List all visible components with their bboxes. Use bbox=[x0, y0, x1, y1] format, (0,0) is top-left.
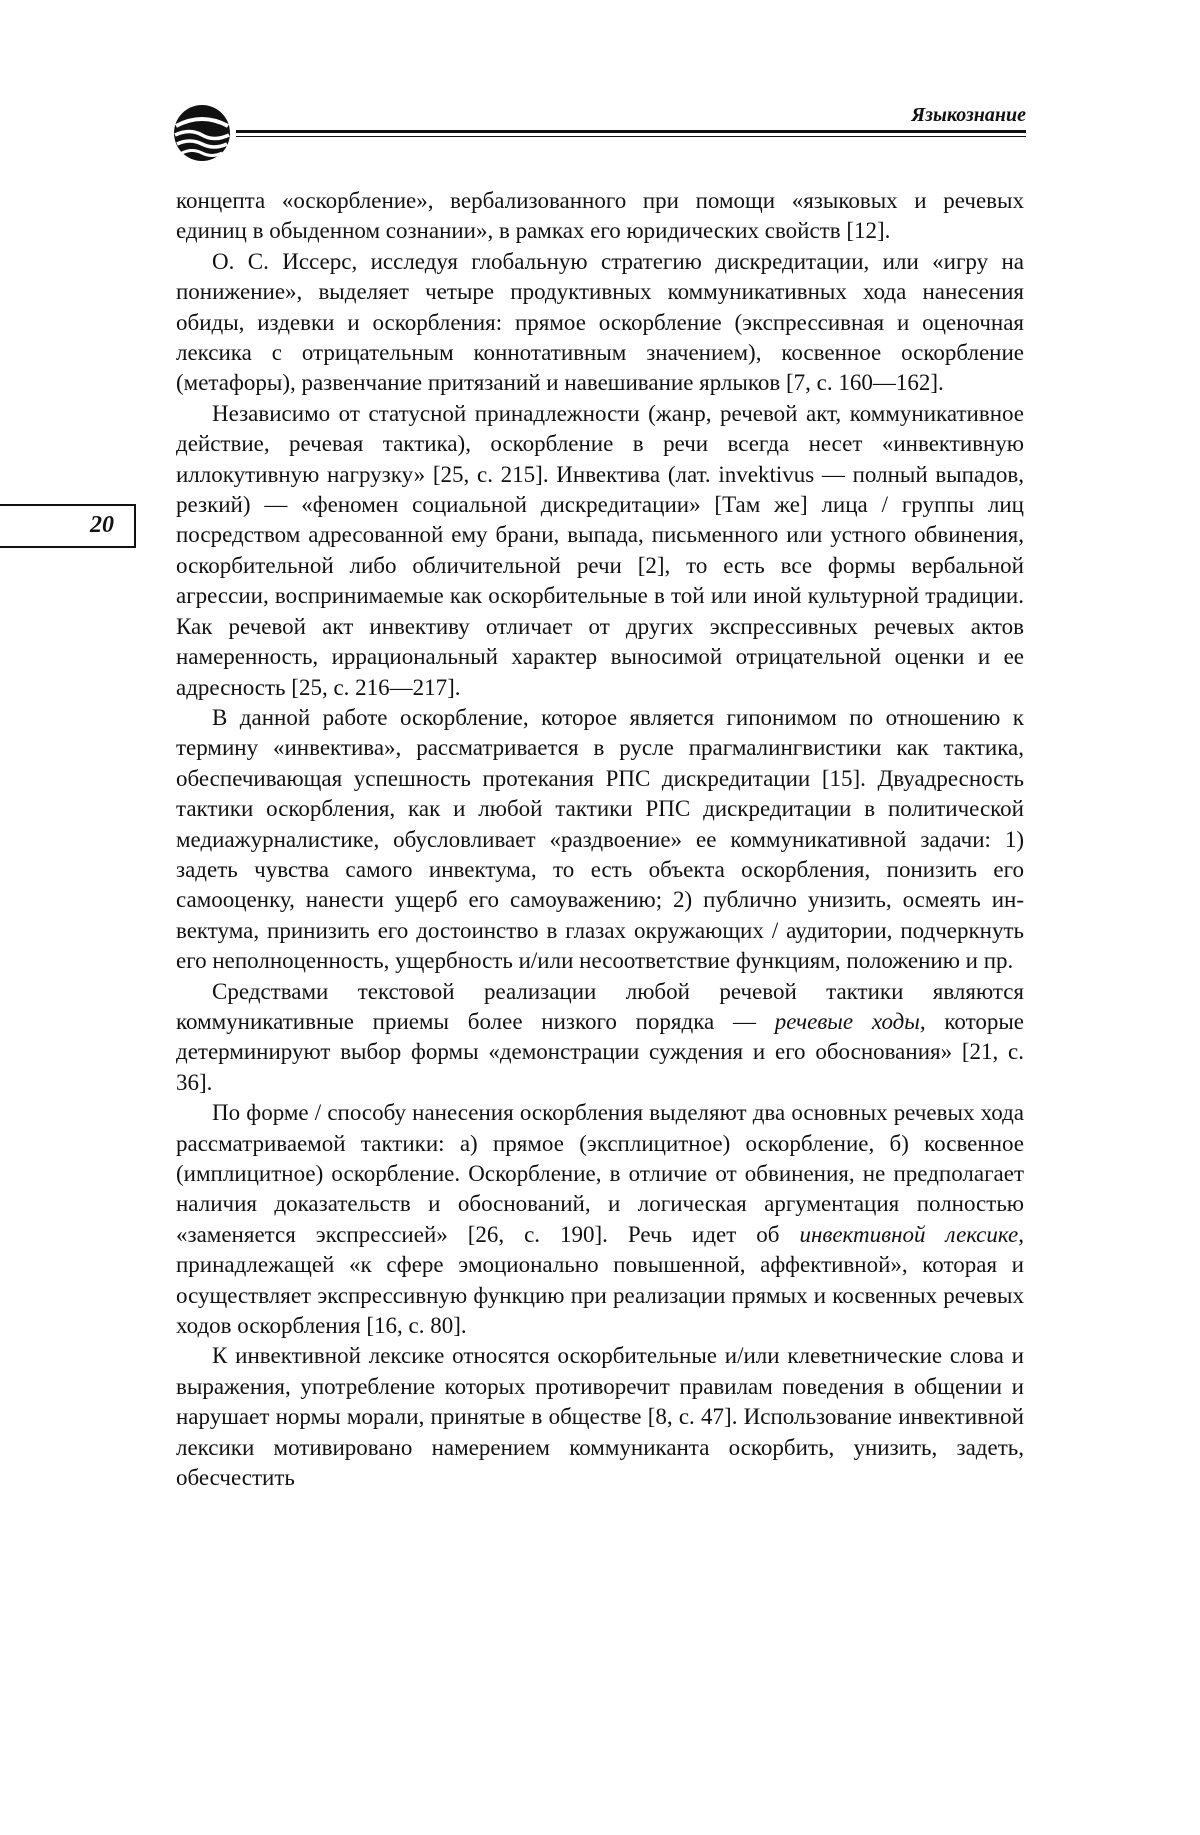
paragraph bbox=[176, 186, 1024, 247]
paragraph bbox=[176, 247, 1024, 399]
paragraph bbox=[176, 703, 1024, 977]
journal-logo-icon bbox=[172, 102, 232, 164]
header-rule bbox=[236, 130, 1026, 133]
paragraph-text: , принадлежащей «к сфере эмоционально повышенной, аффективной», которая и осуществляет экспрессивную функцию при реализации прямых и косвенных речевых ходов оскорбления [16, с. 80]. bbox=[176, 1221, 1025, 1339]
paragraph-text: Средствами текстовой реализации любой речевой тактики являются коммуникативные приемы более низкого порядка — bbox=[176, 978, 1024, 1034]
section-title: Языкознание bbox=[911, 104, 1026, 126]
header-rule-thin bbox=[236, 136, 1026, 137]
paragraph bbox=[176, 1098, 1024, 1341]
paragraph-text: К инвективной лексике относятся оскорбительные и/или клеветнические слова и выражения, употребление которых противоречит правилам поведения в общении и нарушает нормы морали, принятые в обществе [8, с. 47]. Использование инвективной лексики мотивировано намерением коммуниканта оскорбить, унизить, задеть, обесчестить bbox=[176, 1343, 1024, 1491]
italic-term: речевые ходы bbox=[774, 1008, 920, 1034]
paragraph-text: , которые детерминируют выбор формы «демонстрации суждения и его обоснования» [21, с. 36]. bbox=[176, 1008, 1024, 1095]
paragraph-text: В данной работе оскорбление, которое является гипонимом по отношению к термину «инвектива», рассматривается в русле прагмалингвистики как тактика, обеспечивающая успешность протекания РПС дискредитации [15]. Двуадресность тактики оскорбления, как и любой тактики РПС дискредитации в политической медиажурналистике, обусловливает «раздвоение» ее коммуникативной задачи: 1) задеть чувства самого инвектума, то есть объекта оскорбления, понизить его самооценку, нанести ущерб его самоуважению; 2) публично унизить, осмеять инвектума, принизить его достоинство в глазах окружающих / аудитории, подчеркнуть его неполноценность, ущербность и/или несоответствие функциям, положению и пр. bbox=[176, 704, 1024, 974]
paragraph-text: О. С. Иссерс, исследуя глобальную стратегию дискредитации, или «игру на понижение», выделяет четыре продуктивных коммуникативных хода нанесения обиды, издевки и оскорбления: прямое оскорбление (экспрессивная и оценочная лексика с отрицательным коннотативным значением), косвенное оскорбление (метафоры), развенчание притязаний и навешивание ярлыков [7, с. 160—162]. bbox=[176, 248, 1024, 396]
paragraph-text: концепта «оскорбление», вербализованного при помощи «языковых и речевых единиц в обыденном сознании», в рамках его юридических свойств [12]. bbox=[176, 188, 1024, 244]
article-body bbox=[176, 186, 1024, 1493]
paragraph bbox=[176, 399, 1024, 703]
italic-term: инвективной лексике bbox=[799, 1221, 1019, 1247]
paragraph bbox=[176, 1341, 1024, 1493]
page-number-box bbox=[0, 504, 136, 548]
paragraph bbox=[176, 977, 1024, 1099]
paragraph-text: По форме / способу нанесения оскорбления выделяют два основных речевых хода рассматриваемой тактики: а) прямое (эксплицитное) оскорбление, б) косвенное (имплицитное) оскорбление. Оскорбление, в отличие от обвинения, не предполагает наличия доказательств и обоснований, и логическая аргументация полностью «заменяется экспрессией» [26, с. 190]. Речь идет об bbox=[176, 1100, 1024, 1247]
paragraph-text: Независимо от статусной принадлежности (жанр, речевой акт, коммуникативное действие, речевая тактика), оскорбление в речи всегда несет «инвективную иллокутивную нагрузку» [25, с. 215]. Инвектива (лат. invektivus — полный выпадов, резкий) — «феномен социальной дискредитации» [Там же] лица / группы лиц посредством адресованной ему брани, выпада, письменного или устного обвинения, оскорбительной либо обличительной речи [2], то есть все формы вербальной агрессии, воспринимаемые как оскорбительные в той или иной культурной традиции. Как речевой акт инвективу отличает от других экспрессивных речевых актов намеренность, иррациональный характер выносимой отрицательной оценки и ее адресность [25, с. 216—217]. bbox=[176, 400, 1024, 700]
page-number: 20 bbox=[90, 512, 114, 538]
